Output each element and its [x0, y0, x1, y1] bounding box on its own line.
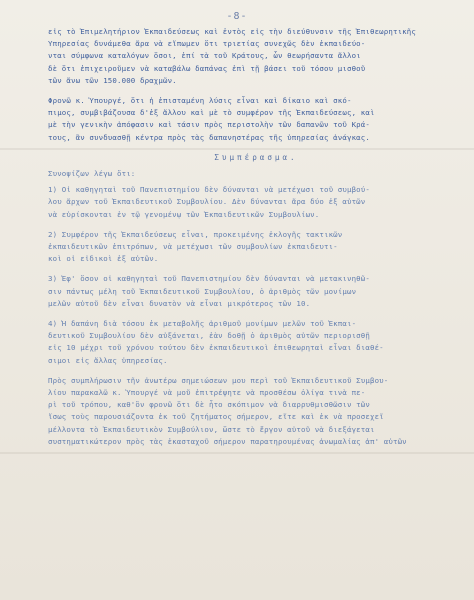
text-line: εἰς 10 μέχρι τοῦ χρόνου τούτου δὲν ἐκπαιδευτικοὶ ἐπιθεωρηταὶ εἶναι διαθέ- [48, 343, 384, 353]
text-line: συστηματικώτερον πρὸς τὰς ἑκασταχοῦ σήμερον παρατηρουμένας ἀνωμαλίας ἀπ' αὐτῶν [48, 436, 407, 446]
text-line: ἴσως τοὺς παρουσιάζοντα ἐκ τοῦ ζητήματος σήμερον, εἴτε καὶ ἐκ νὰ προσεχεῖ [48, 412, 384, 422]
text-line: τῶν ἄνω τῶν 150.000 δραχμῶν. [48, 75, 177, 85]
text-line: εἰς τὸ Ἐπιμελητήριον Ἐκπαιδεύσεως καὶ ἐντὸς εἰς τὴν διεύθυνσιν τῆς Ἐπιθεωρητικῆς [48, 27, 416, 36]
paragraph [48, 168, 464, 180]
paragraph [48, 375, 464, 448]
text-line: δὲ ὅτι ἐπιχειροῦμεν νὰ καταβάλω δαπάνας ἐπὶ τῇ βάσει τοῦ τόσου μισθοῦ [48, 63, 366, 73]
document-body [48, 26, 464, 456]
text-line: λου ἄρχων τοῦ Ἐκπαιδευτικοῦ Συμβουλίου. Δὲν δύνανται ἄρα δύο ἐξ αὐτῶν [48, 197, 366, 207]
text-line: Πρὸς συμπλήρωσιν τῆν ἀνωτέρω σημειώσεων μου περὶ τοῦ Ἐκπαιδευτικοῦ Συμβου- [48, 375, 389, 385]
text-line: μελῶν αὐτοῦ δὲν εἶναι δυνατὸν νὰ εἶναι μικρότερος τῶν 10. [48, 298, 311, 308]
text-line: νται σύμφωνα καταλόγων ὅσοι, ἐπί τὰ τοῦ Κράτους, ὧν θεωρήσαντα ἄλλοι [48, 51, 361, 61]
text-line: νὰ εὑρίσκονται ἐν τῷ γενομένῳ τῶν Ἐκπαιδευτικῶν Συμβουλίων. [48, 209, 320, 219]
text-line: τους, ἂν συνδυασθῇ κέντρα πρὸς τὰς δαπανηστέρας τῆς ὑπηρεσίας ἀνάγκας. [48, 132, 370, 142]
numbered-paragraph [48, 273, 464, 310]
text-line: 2) Συμφέρον τῆς Ἐκπαιδεύσεως εἶναι, προκειμένης ἐκλογῆς τακτικῶν [48, 229, 343, 239]
page-number: -8- [226, 11, 248, 22]
text-line: σιμοι εἰς ἄλλας ὑπηρεσίας. [48, 355, 168, 365]
section-heading-block [48, 152, 464, 164]
text-line: ρὶ τοῦ τρόπου, καθ'ὃν φρονῶ ὅτι δὲ ἦτο σκόπιμον νὰ διαρρυθμισθῶσιν τῶν [48, 400, 370, 410]
text-line: κοὶ οἱ εἰδικοὶ ἐξ αὐτῶν. [48, 254, 159, 264]
text-line: 4) Ἡ δαπάνη διὰ τόσου ἐκ μεταβολῆς ἀριθμοῦ μονίμων μελῶν τοῦ Ἐκπαι- [48, 319, 357, 329]
text-line: μὲ τὴν γενικὴν ἀπόφασιν καὶ τάσιν πρὸς περιστολὴν τῶν δαπανῶν τοῦ Κρά- [48, 120, 370, 130]
text-line: Ὑπηρεσίας δυνάμεθα ἄρα νὰ εἴπωμεν ὅτι τριετίας συνεχῶς δὲν ἐκπαιδεύο- [48, 39, 366, 49]
numbered-paragraph [48, 184, 464, 221]
text-line: Φρονῶ κ. Ὑπουργέ, ὅτι ἡ ἐπισταμένη λύσις εἶναι καὶ δίκαιο καὶ σκό- [48, 96, 352, 106]
text-line: 1) Οἱ καθηγηταὶ τοῦ Πανεπιστημίου δὲν δύνανται νὰ μετέχωσι τοῦ συμβού- [48, 185, 370, 195]
text-line: πιμος, συμβιβάζουσα δ'ἐξ ἄλλου καὶ μὲ τὸ συμφέρον τῆς Ἐκπαιδεύσεως, καὶ [48, 108, 375, 118]
numbered-paragraph [48, 229, 464, 266]
text-line: ἐκπαιδευτικῶν ἐπιτρόπων, νὰ μετέχωσι τῶν συμβουλίων ἐκπαιδευτι- [48, 242, 338, 252]
text-line: δευτικοῦ Συμβουλίου δὲν αὐξάνεται, ἐὰν δοθῇ ὁ ἀριθμὸς αὐτῶν περιορισθῇ [48, 331, 370, 341]
text-line: λίου παρακαλῶ κ. Ὑπουργέ νὰ μοῦ ἐπιτρέψητε νὰ προσθέσω ὀλίγα τινὰ πε- [48, 388, 366, 398]
section-heading: Συμπέρασμα. [214, 152, 298, 162]
text-line: μέλλοντα τὸ Ἐκπαιδευτικὸν Συμβούλιον, ὥστε τὸ ἔργον αὐτοῦ νὰ διεξάγεται [48, 424, 375, 434]
text-line: Συνοψίζων λέγω ὅτι: [48, 169, 136, 179]
paragraph [48, 95, 464, 144]
text-line: 3) Ἐφ' ὅσον οἱ καθηγηταὶ τοῦ Πανεπιστημίου δὲν δύνανται νὰ μετακινηθῶ- [48, 274, 370, 284]
numbered-paragraph [48, 318, 464, 367]
text-line: σιν πάντως μέλη τοῦ Ἐκπαιδευτικοῦ Συμβουλίου, ὁ ἀριθμὸς τῶν μονίμων [48, 286, 357, 296]
paragraph [48, 26, 464, 87]
